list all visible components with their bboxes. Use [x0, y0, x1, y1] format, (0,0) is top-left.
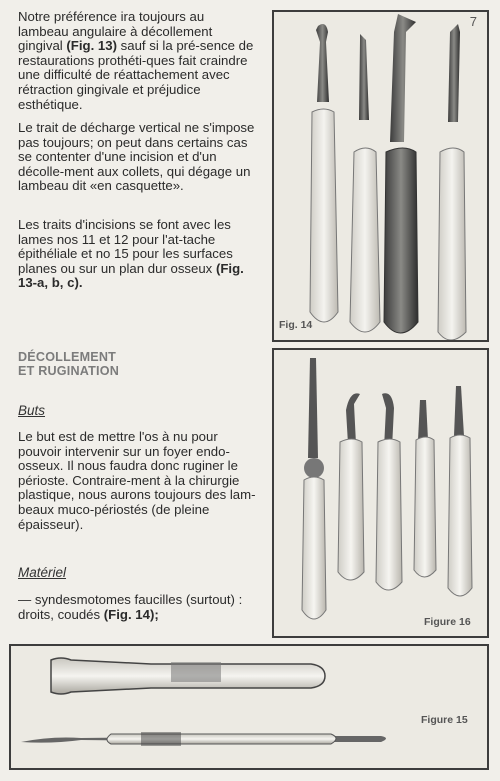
section-heading-line2: ET RUGINATION	[18, 364, 120, 378]
section-heading-line1: DÉCOLLEMENT	[18, 350, 117, 364]
figure-15-instruments	[11, 646, 487, 768]
paragraph-incisions	[18, 218, 258, 291]
figure-16-instruments	[274, 350, 487, 636]
subheading-materiel: Matériel	[18, 565, 67, 580]
figure-14-frame	[272, 10, 489, 342]
paragraph-lambeau-rest: sauf si la pré-sence de restaurations prothéti-ques fait craindre une difficulté de réattachement avec rétraction gingivale et préjudice esthétique.	[18, 38, 254, 112]
figure-16-caption: Figure 16	[424, 616, 471, 628]
paragraph-buts: Le but est de mettre l'os à nu pour pouvoir intervenir sur un foyer endo-osseux. Il nous faudra donc ruginer le périoste. Contraire-ment à la chirurgie plastique, nous aurons toujours des lam-beaux muco-périostés (de pleine épaisseur).	[18, 429, 256, 532]
subheading-buts: Buts	[18, 403, 46, 418]
paragraph-trait-decharge: Le trait de décharge vertical ne s'impose pas toujours; on peut dans certains cas se contenter d'une incision et d'un décolle-ment aux collets, qui dégage un lambeau dit «en casquette».	[18, 120, 255, 194]
paragraph-materiel-text: — syndesmotomes faucilles (surtout) : droits, coudés	[18, 592, 243, 622]
figure-reference-13: (Fig. 13)	[66, 38, 117, 54]
paragraph-incisions-text: Les traits d'incisions se font avec les lames nos 11 et 12 pour l'at-tache épithéliale et no 15 pour les surfaces planes ou sur un plan dur osseux	[18, 217, 233, 276]
paragraph-materiel	[18, 593, 243, 622]
paragraph-lambeau-text: Notre préférence ira toujours au lambeau angulaire à décollement gingival	[18, 9, 213, 54]
figure-15-frame	[9, 644, 489, 770]
paragraph-lambeau	[18, 10, 258, 112]
section-heading	[18, 350, 248, 378]
figure-reference-13abc: (Fig. 13-a, b, c).	[18, 260, 244, 291]
figure-14-instruments	[274, 12, 487, 340]
figure-14-caption: Fig. 14	[279, 319, 313, 331]
corner-mark: 7	[469, 14, 477, 29]
figure-15-caption: Figure 15	[421, 714, 468, 726]
figure-16-frame	[272, 348, 489, 638]
figure-reference-14: (Fig. 14);	[103, 606, 159, 622]
